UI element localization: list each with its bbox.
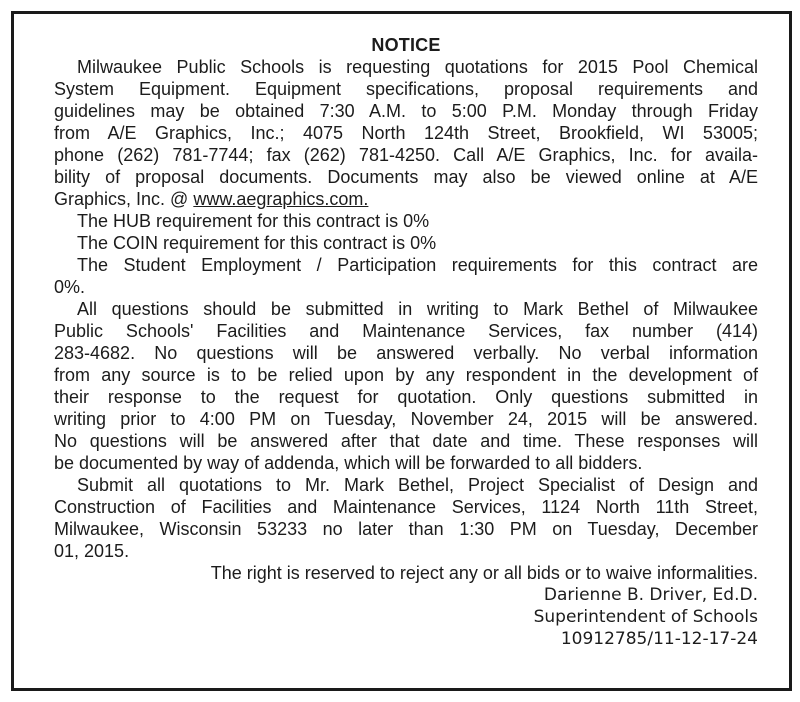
paragraph-line: writing prior to 4:00 PM on Tuesday, November 24, 2015 will be answered. — [54, 409, 758, 429]
reservation-statement: The right is reserved to reject any or all bids or to waive informalities. — [210, 563, 758, 583]
paragraph-line: guidelines may be obtained 7:30 A.M. to 5:00 P.M. Monday through Friday — [54, 101, 758, 121]
paragraph-line — [54, 188, 758, 210]
reference-number: 10912785/11-12-17-24 — [560, 629, 758, 649]
paragraph-line: No questions will be answered after that date and time. These responses will — [54, 431, 758, 451]
signature-block — [54, 584, 758, 650]
paragraph-text: Graphics, Inc. @ — [54, 189, 194, 209]
paragraph-line: Submit all quotations to Mr. Mark Bethel, Project Specialist of Design and — [77, 475, 758, 495]
paragraph-line: System Equipment. Equipment specifications, proposal requirements and — [54, 79, 758, 99]
student-requirement-line: The Student Employment / Participation requirements for this contract are — [77, 255, 758, 275]
paragraph-line: from any source is to be relied upon by any respondent in the development of — [54, 365, 758, 385]
paragraph-line: Public Schools' Facilities and Maintenance Services, fax number (414) — [54, 321, 758, 341]
paragraph-line: from A/E Graphics, Inc.; 4075 North 124th Street, Brookfield, WI 53005; — [54, 123, 758, 143]
paragraph-line: All questions should be submitted in writing to Mark Bethel of Milwaukee — [77, 299, 758, 319]
paragraph-line: 01, 2015. — [54, 541, 130, 561]
signatory-name: Darienne B. Driver, Ed.D. — [543, 585, 758, 605]
paragraph-line: Construction of Facilities and Maintenance Services, 1124 North 11th Street, — [54, 497, 758, 517]
coin-requirement: The COIN requirement for this contract is 0% — [77, 233, 437, 253]
paragraph-line: 283-4682. No questions will be answered verbally. No verbal information — [54, 343, 758, 363]
paragraph-line: Milwaukee Public Schools is requesting quotations for 2015 Pool Chemical — [77, 57, 758, 77]
paragraph-line: Milwaukee, Wisconsin 53233 no later than 1:30 PM on Tuesday, December — [54, 519, 758, 539]
paragraph-submit — [54, 474, 758, 562]
hub-requirement: The HUB requirement for this contract is 0% — [77, 211, 430, 231]
paragraph-quotation-request — [54, 56, 758, 210]
paragraph-line: their response to the request for quotation. Only questions submitted in — [54, 387, 758, 407]
notice-box — [11, 11, 792, 691]
paragraph-line: be documented by way of addenda, which will be forwarded to all bidders. — [54, 453, 643, 473]
aegraphics-link[interactable]: www.aegraphics.com. — [193, 189, 369, 209]
paragraph-questions — [54, 298, 758, 474]
notice-title: NOTICE — [371, 35, 441, 55]
paragraph-line: phone (262) 781-7744; fax (262) 781-4250. Call A/E Graphics, Inc. for availa- — [54, 145, 758, 165]
paragraph-line: bility of proposal documents. Documents may also be viewed online at A/E — [54, 167, 758, 187]
signatory-title: Superintendent of Schools — [533, 607, 758, 627]
student-requirement-line: 0%. — [54, 277, 86, 297]
notice-content — [54, 34, 758, 650]
